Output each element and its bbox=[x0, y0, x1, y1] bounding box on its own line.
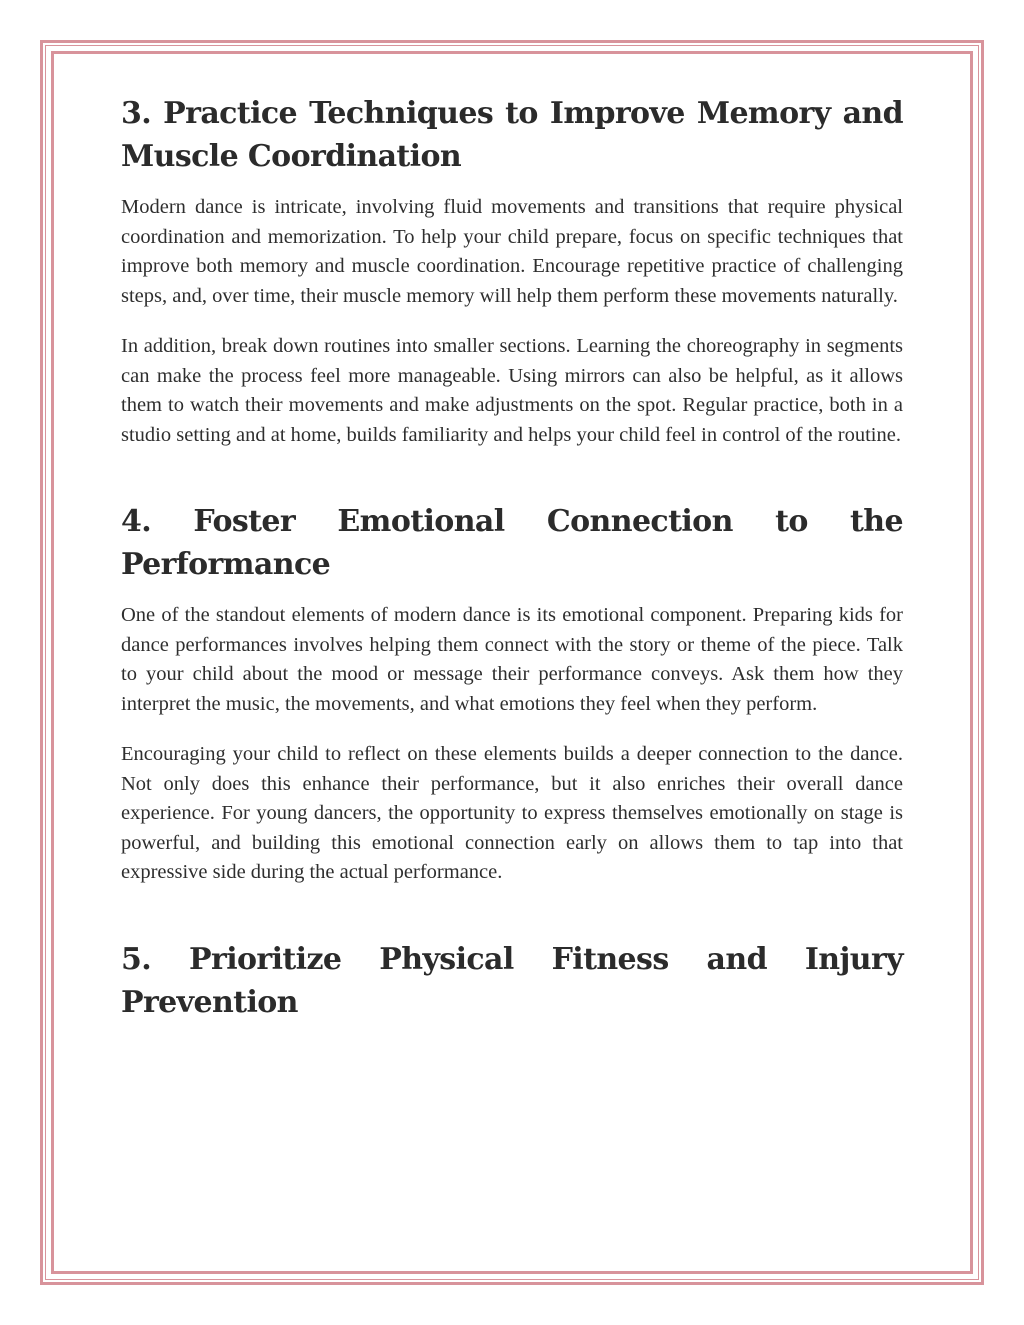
section-3-heading: 3. Practice Techniques to Improve Memory and Muscle Coordination bbox=[121, 96, 903, 174]
section-3-paragraph-2: In addition, break down routines into smaller sections. Learning the choreography in segments can make the process feel more manageable. Using mirrors can also be helpful, as it allows them to watch their movements and make adjustments on the spot. Regular practice, both in a studio setting and at home, builds familiarity and helps your child feel in control of the routine. bbox=[121, 335, 903, 446]
section-4-paragraph-2: Encouraging your child to reflect on these elements builds a deeper connection to the dance. Not only does this enhance their performance, but it also enriches their overall dance experience. For young dancers, the opportunity to express themselves emotionally on stage is powerful, and building this emotional connection early on allows them to tap into that expressive side during the actual performance. bbox=[121, 743, 903, 883]
section-3-paragraph-1: Modern dance is intricate, involving fluid movements and transitions that require physical coordination and memorization. To help your child prepare, focus on specific techniques that improve both memory and muscle coordination. Encourage repetitive practice of challenging steps, and, over time, their muscle memory will help them perform these movements naturally. bbox=[121, 196, 903, 307]
document-body bbox=[121, 92, 903, 1024]
section-4-heading: 4. Foster Emotional Connection to the Performance bbox=[121, 504, 903, 582]
section-5-heading: 5. Prioritize Physical Fitness and Injury Prevention bbox=[121, 941, 903, 1020]
section-4-paragraph-1: One of the standout elements of modern dance is its emotional component. Preparing kids for dance performances involves helping them connect with the story or theme of the piece. Talk to your child about the mood or message their performance conveys. Ask them how they interpret the music, the movements, and what emotions they feel when they perform. bbox=[121, 604, 903, 715]
